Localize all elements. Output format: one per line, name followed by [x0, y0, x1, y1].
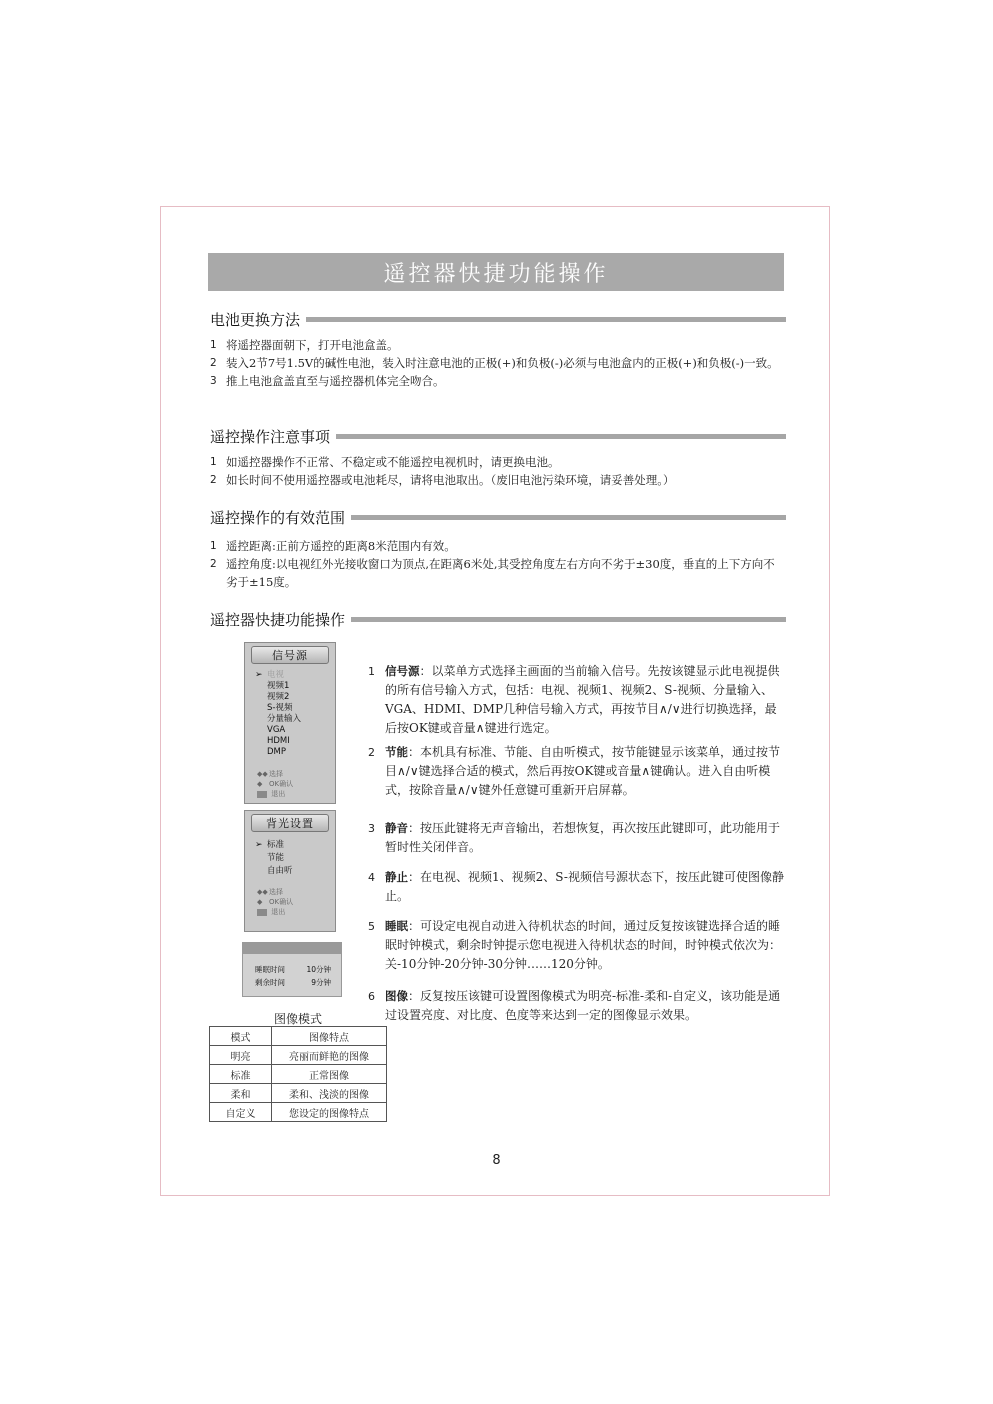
osd-source-menu	[244, 642, 336, 804]
item-text: 遥控距离:正前方遥控的距离8米范围内有效。	[226, 539, 456, 553]
osd-item: HDMI	[267, 736, 290, 746]
feature-text: ：以菜单方式选择主画面的当前输入信号。先按该键显示此电视提供的所有信号输入方式，包括：电视、视频1、视频2、S-视频、分量输入、VGA、HDMI、DMP几种信号输入方式，再按节目∧/∨进行切换选择，最后按OK键或音量∧键进行选定。	[385, 664, 780, 735]
feature-sleep	[368, 917, 786, 974]
item-text: 如长时间不使用遥控器或电池耗尽，请将电池取出。（废旧电池污染环境，请妥善处理。）	[226, 473, 675, 487]
section-title: 电池更换方法	[210, 310, 301, 329]
table-caption: 图像模式	[273, 1012, 322, 1026]
item-number: 6	[368, 990, 375, 1003]
sleep-time-row	[255, 964, 331, 975]
section-rule	[306, 317, 786, 322]
section-rule	[351, 617, 786, 622]
list-item	[210, 372, 786, 390]
feature-mute	[368, 819, 786, 857]
ok-icon: ◆	[257, 780, 263, 788]
sleep-timer-box	[242, 942, 342, 997]
osd-item: 电视	[267, 670, 285, 680]
list-item	[210, 336, 786, 354]
item-number: 2	[210, 558, 217, 570]
item-number: 1	[210, 339, 217, 351]
arrow-right-icon: ➢	[255, 840, 263, 850]
item-number: 1	[210, 456, 217, 468]
item-number: 3	[210, 375, 217, 387]
osd-item: 分量输入	[267, 714, 302, 724]
item-number: 1	[368, 665, 375, 678]
feature-text: ：按压此键将无声音输出，若想恢复，再次按压此键即可，此功能用于暂时性关闭伴音。	[385, 821, 781, 854]
table-cell: 明亮	[210, 1046, 272, 1065]
table-cell: 柔和	[210, 1084, 272, 1103]
item-text: 将遥控器面朝下，打开电池盒盖。	[226, 338, 399, 352]
osd-item: S-视频	[267, 703, 293, 713]
osd-backlight-menu	[244, 810, 336, 932]
feature-name: 信号源	[385, 664, 420, 678]
list-item	[210, 354, 786, 372]
page-banner: 遥控器快捷功能操作	[208, 253, 784, 291]
feature-energy-saving	[368, 743, 786, 800]
table-header-cell: 图像特点	[272, 1027, 387, 1046]
table-cell: 柔和、浅淡的图像	[272, 1084, 387, 1103]
feature-picture	[368, 987, 786, 1025]
osd-item: 视频1	[267, 681, 290, 691]
feature-text: ：反复按压该键可设置图像模式为明亮-标准-柔和-自定义，该功能是通过设置亮度、对比度、色度等来达到一定的图像显示效果。	[385, 989, 781, 1022]
feature-name: 图像	[385, 989, 408, 1003]
list-item	[210, 471, 786, 489]
item-text: 如遥控器操作不正常、不稳定或不能遥控电视机时，请更换电池。	[226, 455, 560, 469]
section-heading-range	[210, 506, 786, 528]
table-row	[210, 1103, 387, 1122]
section-title: 遥控操作的有效范围	[210, 508, 346, 527]
section-heading-battery	[210, 308, 786, 330]
feature-name: 睡眠	[385, 919, 408, 933]
section-heading-shortcuts	[210, 608, 786, 630]
osd-title: 背光设置	[251, 814, 329, 832]
table-row	[210, 1084, 387, 1103]
osd-item: 自由听	[267, 866, 293, 876]
section-title: 遥控器快捷功能操作	[210, 610, 346, 629]
section-rule	[351, 515, 786, 520]
range-list	[210, 537, 786, 591]
legend-ok: OK确认	[269, 898, 294, 906]
section-title: 遥控操作注意事项	[210, 427, 331, 446]
osd-item: 标准	[267, 840, 285, 850]
feature-freeze	[368, 868, 786, 906]
updown-arrows-icon: ◆◆	[257, 888, 268, 896]
feature-text: ：在电视、视频1、视频2、S-视频信号源状态下，按压此键可使图像静止。	[385, 870, 784, 903]
updown-arrows-icon: ◆◆	[257, 770, 268, 778]
picture-mode-table	[209, 1026, 387, 1122]
feature-text: ：可设定电视自动进入待机状态的时间，通过反复按该键选择合适的睡眠时钟模式，剩余时钟提示您电视进入待机状态的时间，时钟模式依次为：关-10分钟-20分钟-30分钟……120分钟。	[385, 919, 782, 971]
remain-time-row	[255, 977, 331, 988]
item-number: 2	[210, 357, 217, 369]
page-number: 8	[492, 1153, 501, 1168]
feature-name: 节能	[385, 745, 408, 759]
battery-steps	[210, 336, 786, 390]
feature-text: ：本机具有标准、节能、自由听模式，按节能键显示该菜单，通过按节目∧/∨键选择合适的模式，然后再按OK键或音量∧键确认。进入自由听模式，按除音量∧/∨键外任意键可重新开启屏幕。	[385, 745, 781, 797]
item-number: 2	[368, 746, 375, 759]
item-number: 1	[210, 540, 217, 552]
table-header-cell: 模式	[210, 1027, 272, 1046]
table-header-row	[210, 1027, 387, 1046]
precaution-list	[210, 453, 786, 489]
table-row	[210, 1065, 387, 1084]
list-item	[210, 555, 786, 591]
section-rule	[336, 434, 786, 439]
osd-title: 信号源	[251, 646, 329, 664]
item-number: 2	[210, 474, 217, 486]
menu-icon	[257, 909, 267, 916]
osd-item: 节能	[267, 853, 285, 863]
item-number: 5	[368, 920, 375, 933]
sleep-label: 睡眠时间	[255, 965, 285, 974]
list-item	[210, 537, 786, 555]
legend-exit: 退出	[271, 790, 286, 798]
table-cell: 自定义	[210, 1103, 272, 1122]
item-text: 推上电池盒盖直至与遥控器机体完全吻合。	[226, 374, 445, 388]
table-cell: 您设定的图像特点	[272, 1103, 387, 1122]
item-text: 装入2节7号1.5V的碱性电池，装入时注意电池的正极(+)和负极(-)必须与电池盒内的正极(+)和负极(-)一致。	[226, 356, 779, 370]
osd-item: 视频2	[267, 692, 290, 702]
remain-value: 9分钟	[311, 978, 331, 987]
item-text: 遥控角度:以电视红外光接收窗口为顶点,在距离6米处,其受控角度左右方向不劣于±30度，垂直的上下方向不劣于±15度。	[226, 557, 775, 589]
item-number: 4	[368, 871, 375, 884]
table-cell: 正常图像	[272, 1065, 387, 1084]
osd-item: DMP	[267, 747, 287, 757]
feature-signal-source	[368, 662, 786, 738]
table-row	[210, 1046, 387, 1065]
table-cell: 亮丽而鲜艳的图像	[272, 1046, 387, 1065]
table-cell: 标准	[210, 1065, 272, 1084]
section-heading-precautions	[210, 425, 786, 447]
list-item	[210, 453, 786, 471]
menu-icon	[257, 791, 267, 798]
legend-select: 选择	[269, 770, 283, 778]
sleep-box-header	[243, 943, 341, 954]
item-number: 3	[368, 822, 375, 835]
legend-exit: 退出	[271, 908, 286, 916]
feature-name: 静止	[385, 870, 408, 884]
arrow-right-icon: ➢	[255, 670, 263, 680]
feature-name: 静音	[385, 821, 408, 835]
legend-ok: OK确认	[269, 780, 294, 788]
legend-select: 选择	[269, 888, 283, 896]
sleep-value: 10分钟	[306, 965, 331, 974]
osd-item: VGA	[267, 725, 286, 735]
ok-icon: ◆	[257, 898, 263, 906]
remain-label: 剩余时间	[255, 978, 285, 987]
